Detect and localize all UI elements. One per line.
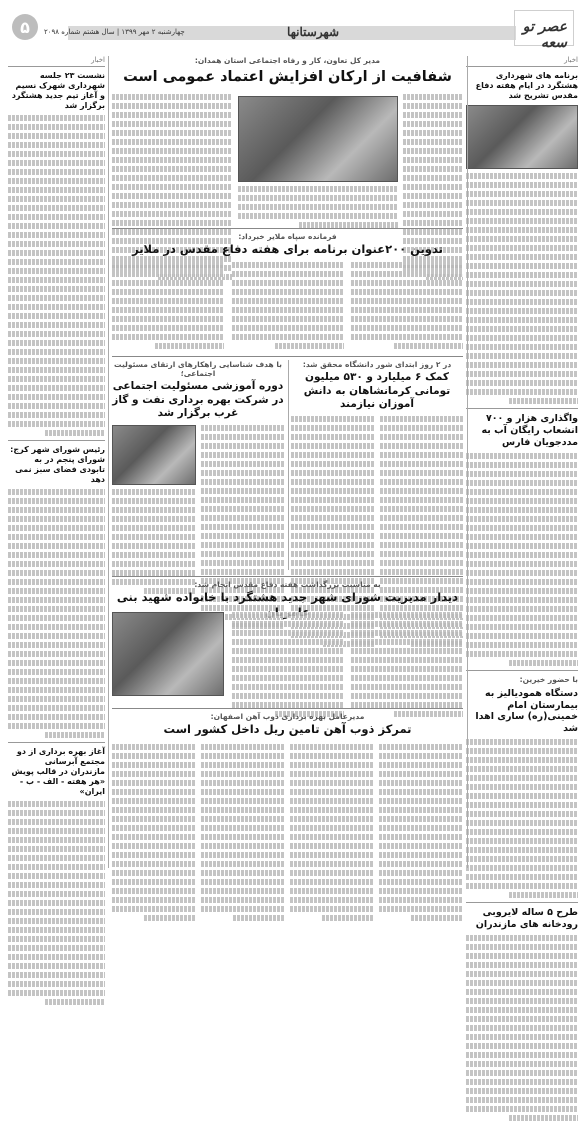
oil-kicker: با هدف شناسایی راهکارهای ارتقای مسئولیت اجتماعی؛ (114, 360, 282, 378)
logo-text: عصر تو سعه (522, 19, 567, 51)
right-story1-body (466, 173, 578, 404)
rail-col3 (201, 744, 285, 924)
column-separator-left (108, 56, 109, 868)
left-story1-title: نشست ۲۳ جلسه شهرداری شهرک نسیم و آغاز تیم جدید هشتگرد برگزار شد (11, 71, 105, 110)
divider-2 (112, 356, 463, 357)
divider-3 (112, 576, 463, 577)
tadvin-col2 (232, 262, 344, 352)
right-story3-body (466, 739, 578, 898)
rail-kicker: مدیرعامل بهره برداری ذوب آهن اصفهان: (210, 712, 365, 721)
left-story3-body (8, 801, 105, 1005)
oil-headline: دوره آموزشی مسئولیت اجتماعی در شرکت بهره برداری نفت و گاز غرب برگزار شد (112, 380, 284, 420)
left-story2-body (8, 489, 105, 738)
page-number: ۵ (12, 14, 38, 40)
tadvin-col3 (112, 262, 224, 352)
right-story2-title: واگذاری هزار و ۷۰۰ انشعاب رایگان آب به مددجویان فارس (481, 413, 578, 448)
kermanshah-kicker: در ۲ روز ابتدای شور دانشگاه محقق شد: (302, 360, 452, 369)
right-story2-body (466, 453, 578, 666)
rail-col4 (112, 744, 196, 924)
oil-story-photo (112, 425, 196, 485)
rail-headline: تمرکز ذوب آهن تامین ریل داخل کشور است (163, 722, 412, 736)
right-story3-kicker: با حضور خیرین: (519, 674, 578, 684)
center-vsep (288, 360, 289, 570)
center-area (112, 56, 463, 868)
left-story1-body (8, 115, 105, 436)
rail-col2 (290, 744, 374, 924)
column-separator-right (467, 56, 468, 868)
main-story-photo (238, 96, 398, 182)
issue-info: چهارشنبه ۲ مهر ۱۳۹۹ | سال هشتم شماره ۲۰۹۸ (44, 28, 185, 36)
hashtgerd-photo (112, 612, 224, 696)
main-headline: شفافیت از ارکان افزایش اعتماد عمومی است (123, 69, 452, 85)
hashtgerd-col2 (232, 612, 344, 720)
tadvin-kicker: فرمانده سپاه ملایر خبرداد: (238, 232, 337, 241)
right-column-tag: اخبار (466, 56, 578, 67)
hashtgerd-kicker: به مناسبت بزرگداشت هفته دفاع مقدس انجام شد: (194, 580, 381, 589)
right-story1-title: برنامه های شهرداری هشتگرد در ایام هفته دفاع مقدس تشریح شد (475, 71, 578, 100)
rail-col1 (379, 744, 463, 924)
main-kicker: مدیر کل تعاون، کار و رفاه اجتماعی استان همدان: (194, 56, 381, 65)
tadvin-headline: تدوین ۲۰۰عنوان برنامه برای هفته دفاع مقدس در ملایر (132, 242, 443, 256)
left-story2-title: رئیس شورای شهر کرج: شورای پنجم در به تابودی فضای سبز نمی دهد (10, 445, 105, 484)
hashtgerd-col1 (351, 612, 463, 720)
hashtgerd-headline: دیدار مدیریت شورای شهر جدید هشتگرد با خانواده شهید بنی (116, 590, 459, 604)
right-column (466, 56, 578, 930)
left-story3-title: آغاز بهره برداری از دو مجتمع آبرسانی مازندران در قالب پویش «هر هفته - الف - ب - ایران» (11, 747, 105, 796)
divider-1 (112, 228, 463, 229)
newspaper-logo (514, 10, 574, 51)
right-story4-body (466, 935, 578, 1121)
kermanshah-headline: کمک ۶ میلیارد و ۵۳۰ میلیون تومانی کرمانشاهان به دانش آموزان نیازمند (303, 371, 451, 411)
main-story-col2 (238, 186, 398, 231)
right-story3-title: دستگاه همودیالیز به بیمارستان امام خمینی(ره) ساری اهدا شد (475, 687, 578, 735)
left-column-tag: اخبار (8, 56, 105, 67)
right-story4-title: طرح ۵ ساله لایروبی رودخانه های مازندران (475, 907, 578, 930)
right-story1-photo (466, 105, 578, 169)
left-column (8, 56, 105, 868)
divider-4 (112, 708, 463, 709)
section-title: شهرستانها (286, 25, 340, 39)
page-header (8, 8, 578, 51)
tadvin-col1 (351, 262, 463, 352)
